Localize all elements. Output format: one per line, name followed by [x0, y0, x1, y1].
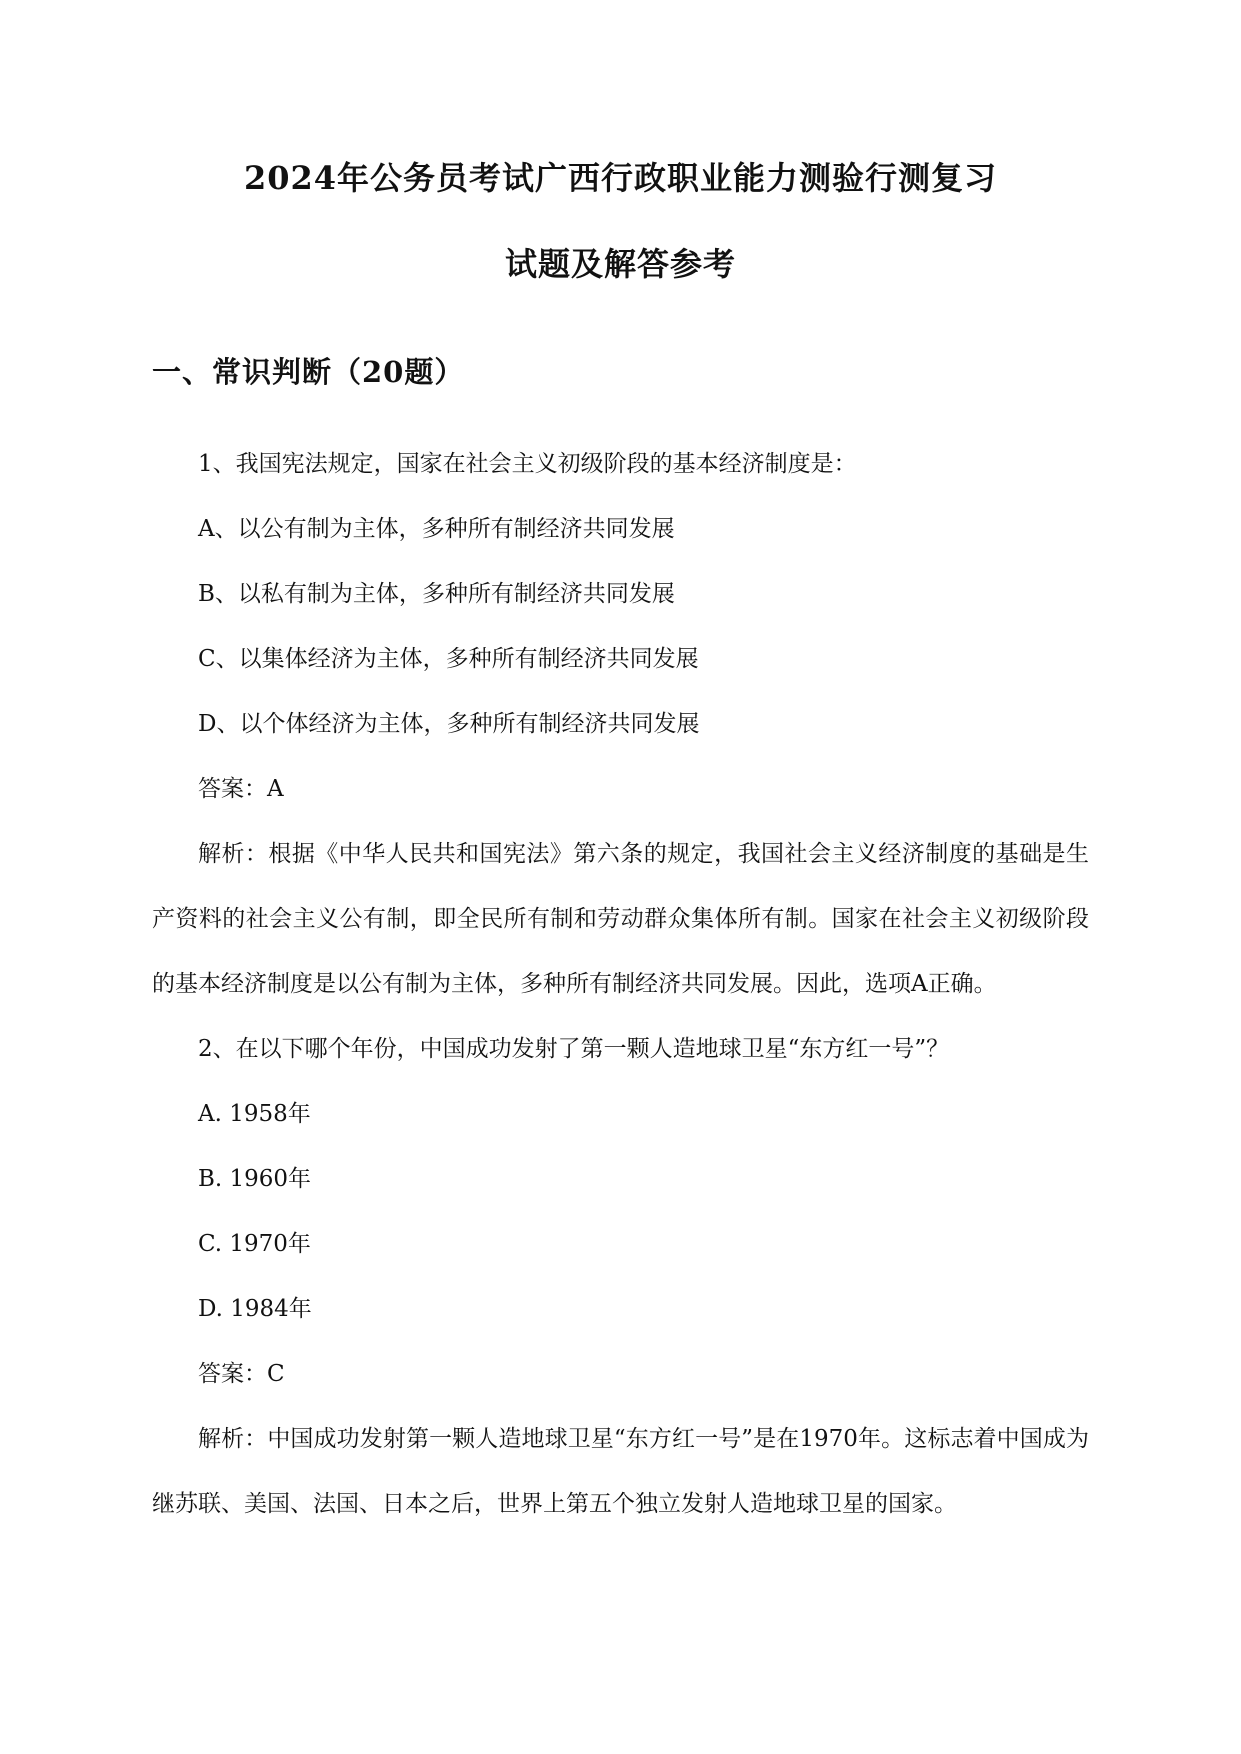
document-title-line-2: 试题及解答参考: [504, 245, 736, 283]
question-stem: 1、我国宪法规定，国家在社会主义初级阶段的基本经济制度是：: [198, 451, 857, 477]
question-stem: 2、在以下哪个年份，中国成功发射了第一颗人造地球卫星“东方红一号”？: [198, 1036, 950, 1062]
question-option: B. 1960年: [198, 1166, 312, 1192]
question-answer: 答案：A: [198, 776, 284, 802]
question-analysis: 解析：根据《中华人民共和国宪法》第六条的规定，我国社会主义经济制度的基础是生产资料的社会主义公有制，即全民所有制和劳动群众集体所有制。国家在社会主义初级阶段的基本经济制度是以公有制为主体，多种所有制经济共同发展。因此，选项A正确。: [152, 841, 1089, 997]
question-option: A、以公有制为主体，多种所有制经济共同发展: [198, 516, 675, 542]
question-option: B、以私有制为主体，多种所有制经济共同发展: [198, 581, 675, 607]
question-answer: 答案：C: [198, 1361, 285, 1387]
question-option: D. 1984年: [198, 1296, 312, 1322]
question-option: C. 1970年: [198, 1231, 311, 1257]
question-option: A. 1958年: [198, 1101, 311, 1127]
document-title-line-1: 2024年公务员考试广西行政职业能力测验行测复习: [243, 159, 998, 197]
question-option: C、以集体经济为主体，多种所有制经济共同发展: [198, 646, 699, 672]
section-heading: 一、常识判断（20题）: [152, 355, 465, 389]
question-option: D、以个体经济为主体，多种所有制经济共同发展: [198, 711, 700, 737]
question-analysis: 解析：中国成功发射第一颗人造地球卫星“东方红一号”是在1970年。这标志着中国成为继苏联、美国、法国、日本之后，世界上第五个独立发射人造地球卫星的国家。: [152, 1426, 1089, 1517]
question-list: [152, 432, 1089, 1537]
